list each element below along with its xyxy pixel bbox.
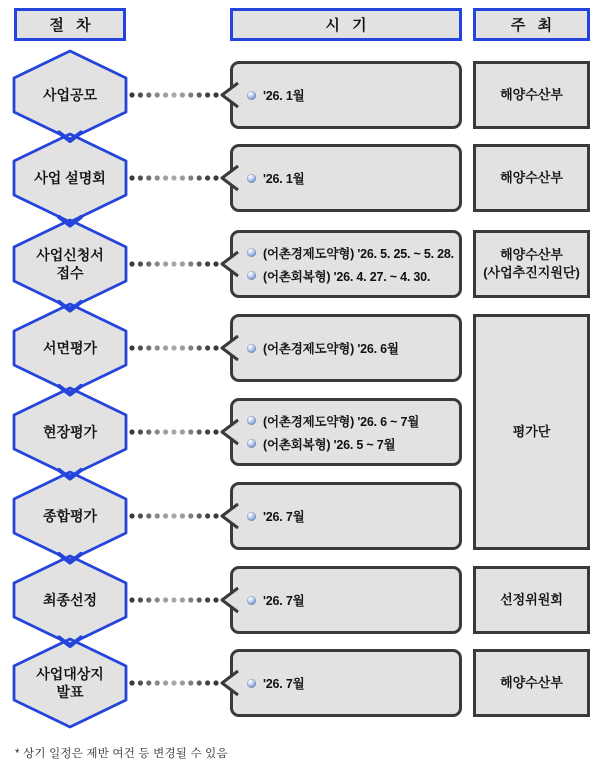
step-label — [14, 169, 126, 187]
step-label-line: 서면평가 — [42, 339, 98, 356]
host-box — [473, 144, 590, 212]
bullet-sphere-icon — [247, 91, 256, 100]
left-arrow-notch-icon — [219, 81, 239, 109]
timing-text: '26. 7월 — [263, 594, 305, 608]
column-header-host — [473, 8, 590, 41]
step-label — [14, 591, 126, 609]
left-arrow-notch-icon — [219, 250, 239, 278]
timing-text: (어촌경제도약형) '26. 6 ~ 7월 — [263, 414, 420, 429]
host-label-line: 평가단 — [512, 424, 551, 440]
host-label-line: 선정위원회 — [500, 592, 563, 608]
step-label-line: 최종선정 — [42, 591, 98, 608]
dotted-connector — [129, 429, 218, 434]
column-header-timing — [230, 8, 462, 41]
bullet-sphere-icon — [247, 512, 256, 521]
bullet-sphere-icon — [247, 596, 256, 605]
bullet-sphere-icon — [247, 439, 256, 448]
left-arrow-notch-icon — [219, 334, 239, 362]
step-label-line: 사업대상지 — [36, 665, 104, 682]
timing-text: (어촌회복형) '26. 5 ~ 7월 — [263, 437, 396, 452]
host-label-line: 해양수산부 — [500, 675, 563, 691]
bullet-sphere-icon — [247, 271, 256, 280]
timing-line — [247, 435, 459, 453]
host-box — [473, 566, 590, 634]
timing-line — [247, 674, 459, 692]
host-box — [473, 649, 590, 717]
dotted-connector — [129, 345, 218, 350]
timing-bubble — [230, 314, 462, 382]
column-header-procedure-label: 절 차 — [49, 17, 95, 34]
step-label — [14, 86, 126, 104]
left-arrow-notch-icon — [219, 418, 239, 446]
timing-text: '26. 7월 — [263, 510, 305, 524]
step-label-line: 접수 — [56, 265, 84, 281]
host-box — [473, 230, 590, 298]
column-header-timing-label: 시 기 — [325, 17, 371, 34]
step-label — [14, 423, 126, 441]
bullet-sphere-icon — [247, 344, 256, 353]
host-box — [473, 61, 590, 129]
dotted-connector — [129, 261, 218, 266]
timing-line — [247, 169, 459, 187]
timing-text: (어촌경제도약형) '26. 5. 25. ~ 5. 28. — [263, 246, 454, 261]
footnote: * 상기 일정은 제반 여건 등 변경될 수 있음 — [15, 748, 228, 760]
timing-text: (어촌경제도약형) '26. 6월 — [263, 342, 399, 356]
timing-line — [247, 339, 459, 357]
column-header-host-label: 주 최 — [510, 17, 557, 34]
step-label — [14, 339, 126, 357]
timing-text: '26. 7월 — [263, 677, 305, 691]
host-label-line: 해양수산부 — [500, 87, 563, 103]
host-box — [473, 314, 590, 550]
host-label-line: 해양수산부 — [500, 170, 563, 186]
bullet-sphere-icon — [247, 679, 256, 688]
bullet-sphere-icon — [247, 174, 256, 183]
timing-bubble — [230, 61, 462, 129]
left-arrow-notch-icon — [219, 164, 239, 192]
host-label-line: 해양수산부 — [500, 247, 563, 263]
timing-bubble — [230, 566, 462, 634]
timing-text: (어촌회복형) '26. 4. 27. ~ 4. 30. — [263, 269, 431, 284]
timing-text: '26. 1월 — [263, 172, 305, 186]
timing-bubble — [230, 649, 462, 717]
timing-bubble — [230, 230, 462, 298]
left-arrow-notch-icon — [219, 502, 239, 530]
timing-line — [247, 412, 459, 430]
timing-text: '26. 1월 — [263, 89, 305, 103]
step-label — [14, 246, 126, 282]
timing-bubble — [230, 144, 462, 212]
timing-bubble — [230, 482, 462, 550]
dotted-connector — [129, 175, 218, 180]
timing-line — [247, 267, 459, 285]
timing-line — [247, 591, 459, 609]
dotted-connector — [129, 597, 218, 602]
dotted-connector — [129, 680, 218, 685]
step-label-line: 사업신청서 — [36, 246, 104, 263]
timing-bubble — [230, 398, 462, 466]
step-label-line: 발표 — [56, 684, 84, 700]
bullet-sphere-icon — [247, 248, 256, 257]
timing-line — [247, 244, 459, 262]
bullet-sphere-icon — [247, 416, 256, 425]
timing-line — [247, 507, 459, 525]
left-arrow-notch-icon — [219, 669, 239, 697]
timing-line — [247, 86, 459, 104]
step-label-line: 종합평가 — [42, 507, 98, 524]
column-header-procedure — [14, 8, 126, 41]
step-label-line: 사업 설명회 — [34, 169, 106, 186]
step-label — [14, 507, 126, 525]
step-label-line: 사업공모 — [42, 86, 98, 103]
left-arrow-notch-icon — [219, 586, 239, 614]
dotted-connector — [129, 92, 218, 97]
step-label-line: 현장평가 — [42, 423, 98, 440]
host-label-line: (사업추진지원단) — [483, 265, 580, 280]
dotted-connector — [129, 513, 218, 518]
step-label — [14, 665, 126, 701]
